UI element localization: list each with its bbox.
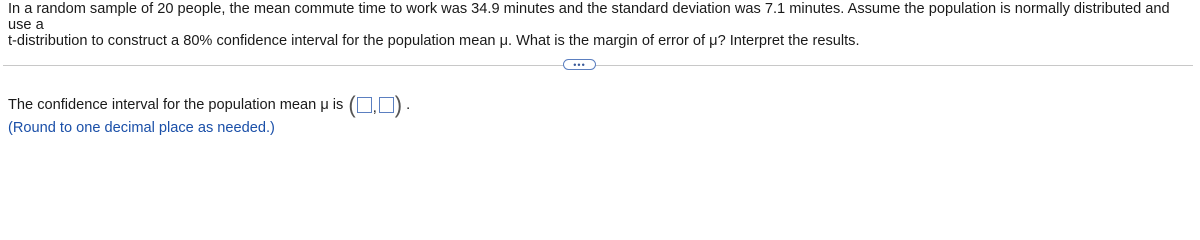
question-line-1: In a random sample of 20 people, the mean commute time to work was 34.9 minutes and the standard deviation was 7.1 minutes. Assume the population is normally distributed and use a xyxy=(8,1,1170,33)
answer-line xyxy=(8,91,411,118)
rounding-hint: (Round to one decimal place as needed.) xyxy=(8,120,275,136)
more-options-button[interactable] xyxy=(563,59,596,70)
open-paren: ( xyxy=(348,91,356,118)
question-line-2: t-distribution to construct a 80% confidence interval for the population mean μ. What is the margin of error of μ? Interpret the results. xyxy=(8,33,860,49)
divider xyxy=(3,65,1193,66)
lower-bound-input[interactable] xyxy=(357,97,372,113)
upper-bound-input[interactable] xyxy=(379,97,394,113)
question-text xyxy=(8,1,1188,49)
more-dots-icon: ••• xyxy=(573,59,586,70)
separator-comma: , xyxy=(372,100,377,116)
answer-prefix: The confidence interval for the population mean μ is xyxy=(8,97,344,113)
close-paren: ) xyxy=(394,91,403,118)
sentence-period: . xyxy=(406,97,411,113)
